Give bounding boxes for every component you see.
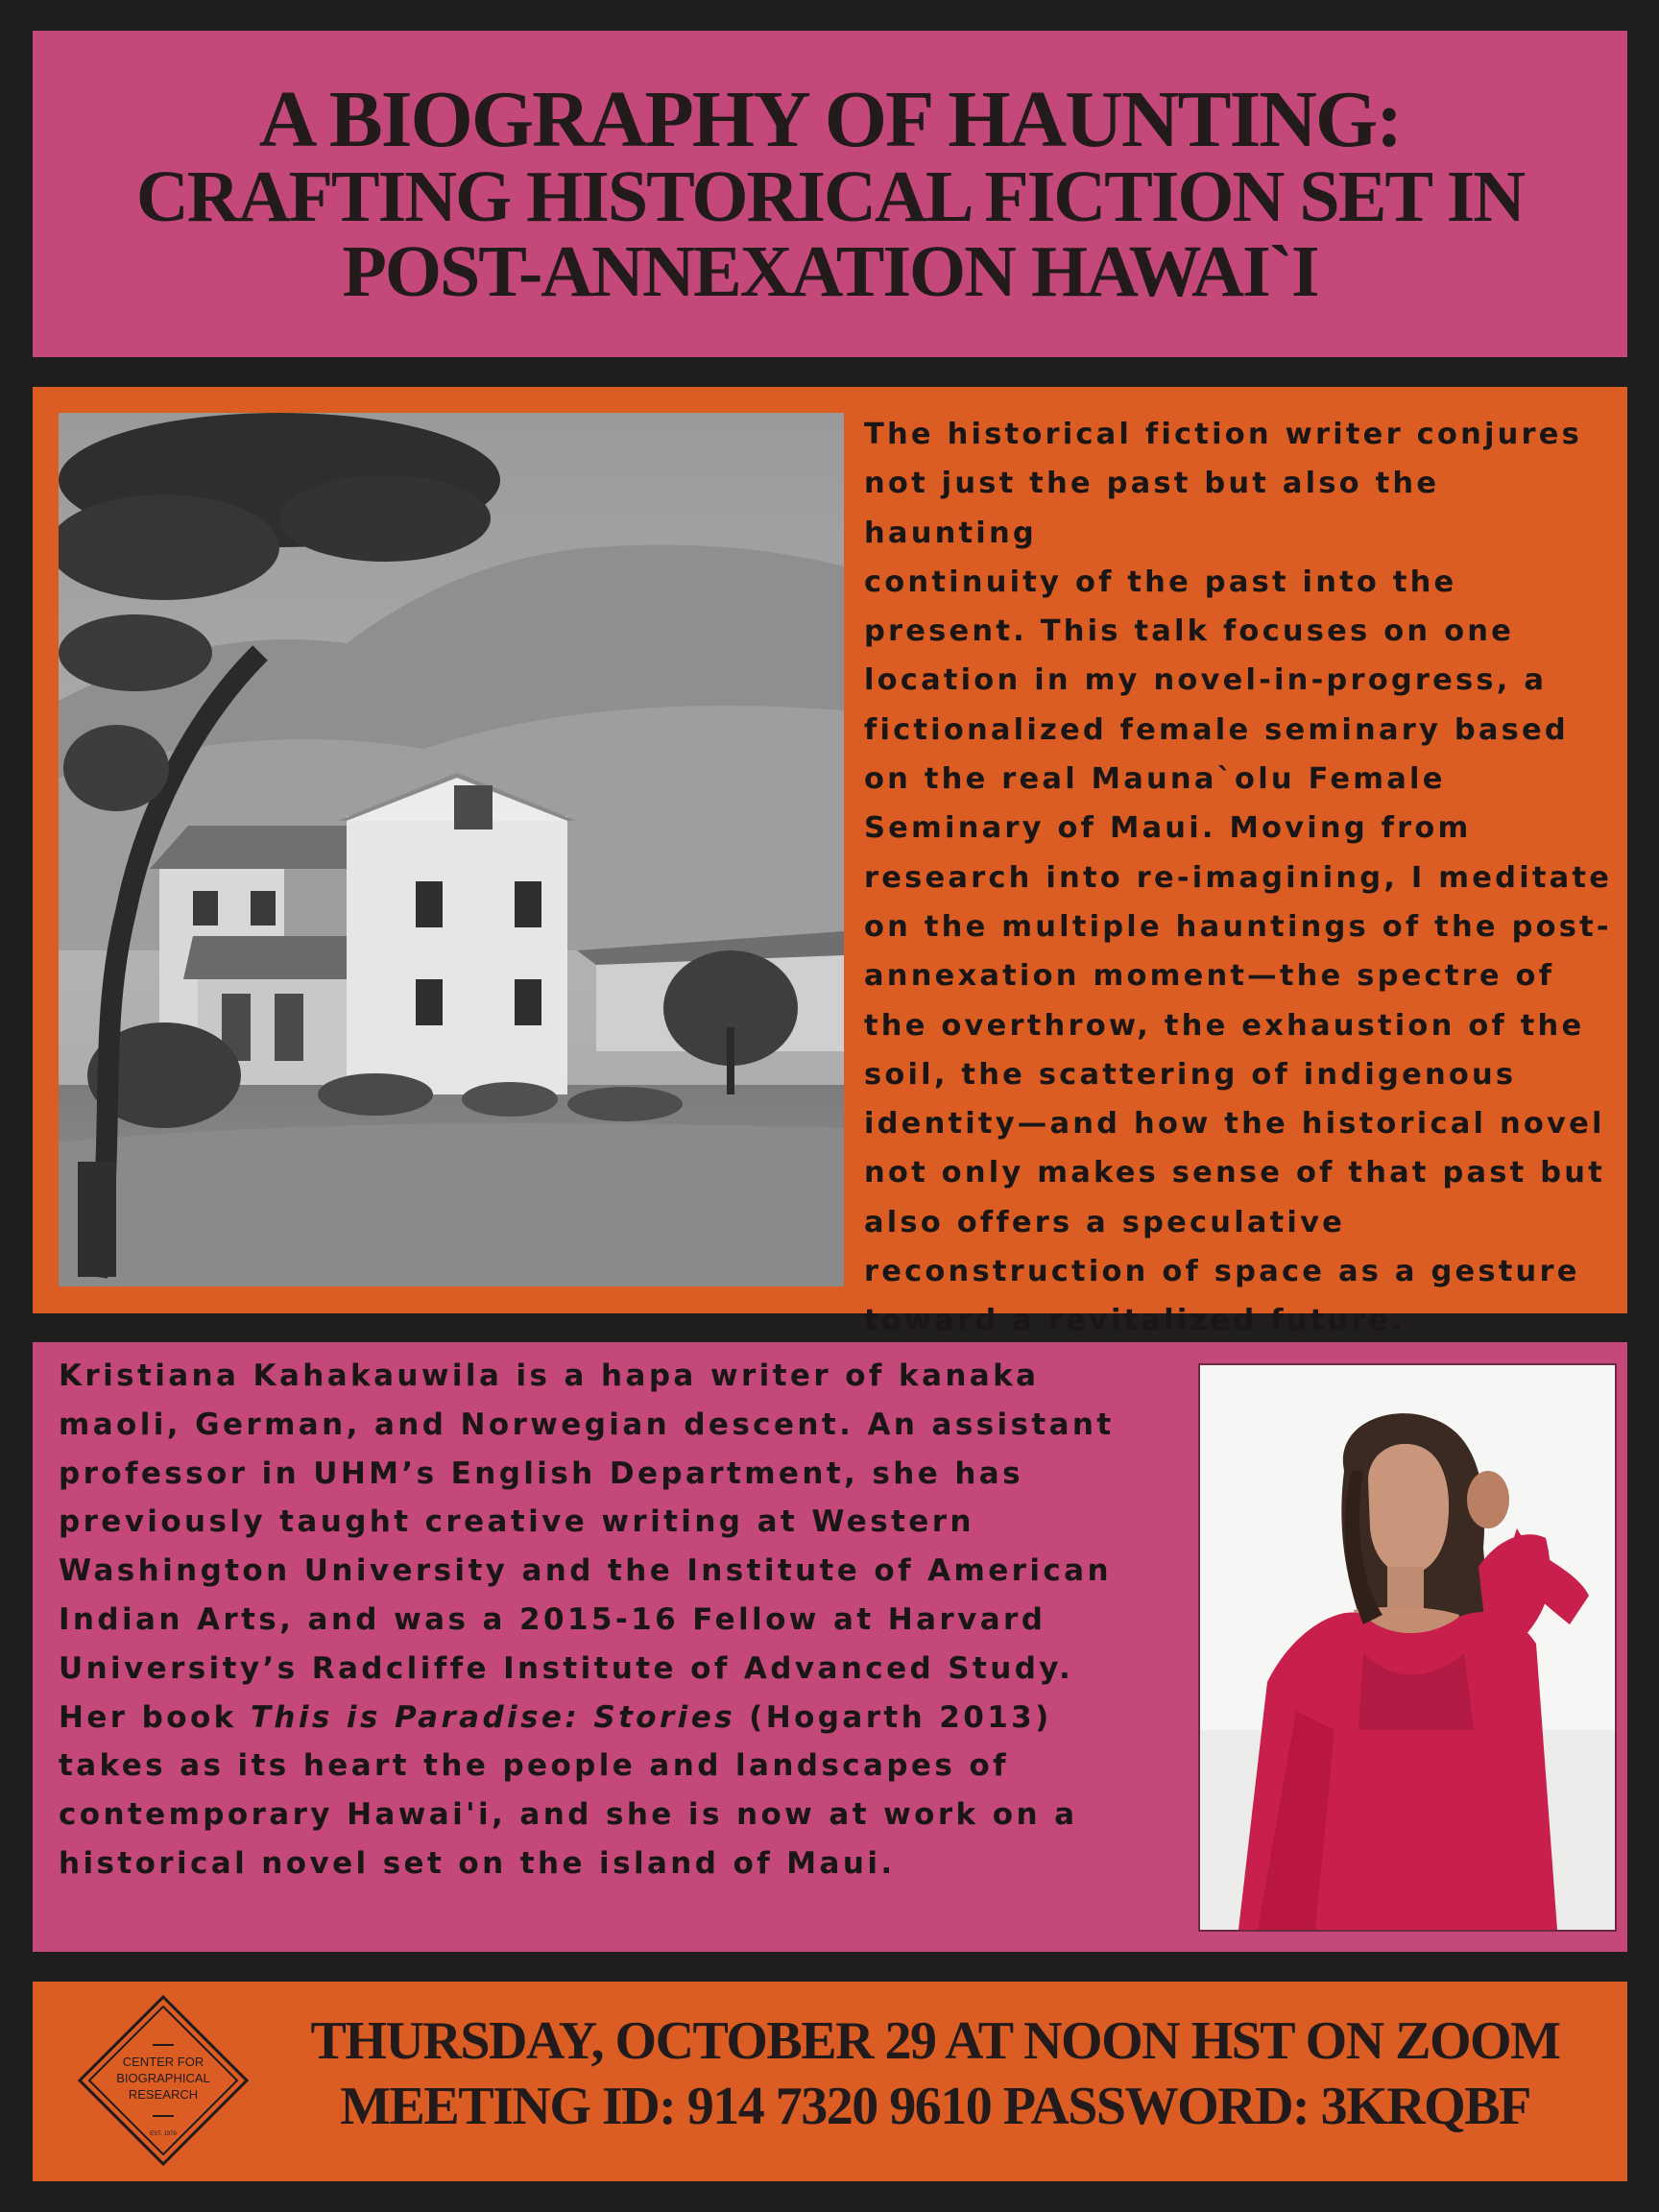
abstract-line: toward a revitalized future. <box>864 1304 1407 1338</box>
bio-line: historical novel set on the island of Maui. <box>59 1845 896 1881</box>
abstract-line: the overthrow, the exhaustion of the <box>864 1008 1585 1043</box>
logo-line-1: CENTER FOR <box>122 2055 204 2069</box>
abstract-line: annexation moment—the spectre of <box>864 959 1555 994</box>
abstract-line: Seminary of Maui. Moving from <box>864 811 1472 846</box>
event-details <box>244 2008 1626 2139</box>
title-line-3: POST-ANNEXATION HAWAI`I <box>342 230 1318 312</box>
bio-line: Washington University and the Institute of American <box>59 1553 1112 1589</box>
abstract-line: soil, the scattering of indigenous <box>864 1057 1517 1092</box>
bio-line: contemporary Hawai'i, and she is now at work on a <box>59 1797 1078 1833</box>
abstract-line: also offers a speculative <box>864 1205 1346 1239</box>
seminary-building-illustration <box>59 413 844 1286</box>
bio-line: maoli, German, and Norwegian descent. An assistant <box>59 1407 1115 1442</box>
bio-line: previously taught creative writing at Western <box>59 1504 974 1540</box>
abstract-line: not only makes sense of that past but <box>864 1156 1605 1190</box>
logo-est: EST. 1978 <box>150 2131 177 2137</box>
abstract-line: The historical fiction writer conjures <box>864 418 1583 451</box>
abstract-line: location in my novel-in-progress, a <box>864 663 1548 698</box>
book-prefix: Her book <box>59 1699 251 1735</box>
abstract-line: present. This talk focuses on one <box>864 614 1515 649</box>
event-date-line: THURSDAY, OCTOBER 29 AT NOON HST ON ZOOM <box>310 2011 1560 2071</box>
bio-line: professor in UHM’s English Department, she has <box>59 1455 1023 1491</box>
abstract-section <box>33 387 1627 1338</box>
book-title: This is Paradise: Stories <box>250 1699 735 1735</box>
abstract-line: reconstruction of space as a gesture <box>864 1255 1580 1289</box>
seminary-building-photo <box>59 413 844 1286</box>
author-portrait-photo <box>1198 1363 1617 1932</box>
bio-line: Kristiana Kahakauwila is a hapa writer of kanaka <box>59 1358 1040 1393</box>
bio-section <box>33 1342 1627 1952</box>
author-portrait-illustration <box>1200 1365 1615 1930</box>
bio-line: takes as its heart the people and landscapes of <box>59 1748 1009 1784</box>
abstract-line: identity—and how the historical novel <box>864 1107 1605 1142</box>
bio-text <box>59 1352 1201 1888</box>
title-line-2: CRAFTING HISTORICAL FICTION SET IN <box>135 156 1525 238</box>
abstract-line: not just the past but also the haunting <box>864 467 1440 550</box>
bio-line: University’s Radcliffe Institute of Advanced Study. <box>59 1650 1074 1686</box>
title-banner <box>33 31 1627 357</box>
book-suffix: (Hogarth 2013) <box>734 1699 1052 1735</box>
logo-line-2: BIOGRAPHICAL <box>116 2071 210 2085</box>
center-logo <box>76 1993 251 2168</box>
event-details-section <box>33 1982 1627 2181</box>
abstract-line: fictionalized female seminary based <box>864 712 1569 747</box>
diamond-logo-icon <box>76 1993 251 2168</box>
abstract-line: research into re-imagining, I meditate <box>864 860 1613 895</box>
meeting-id-line: MEETING ID: 914 7320 9610 PASSWORD: 3KRQBF <box>340 2077 1530 2136</box>
abstract-text <box>864 410 1623 1346</box>
title-line-1: A BIOGRAPHY OF HAUNTING: <box>258 74 1402 164</box>
logo-line-3: RESEARCH <box>128 2087 199 2102</box>
abstract-line: on the real Mauna`olu Female <box>864 762 1446 797</box>
bio-line-book <box>59 1694 1201 1743</box>
bio-line: Indian Arts, and was a 2015-16 Fellow at Harvard <box>59 1601 1046 1637</box>
abstract-line: on the multiple hauntings of the post- <box>864 909 1612 944</box>
abstract-line: continuity of the past into the <box>864 565 1457 599</box>
